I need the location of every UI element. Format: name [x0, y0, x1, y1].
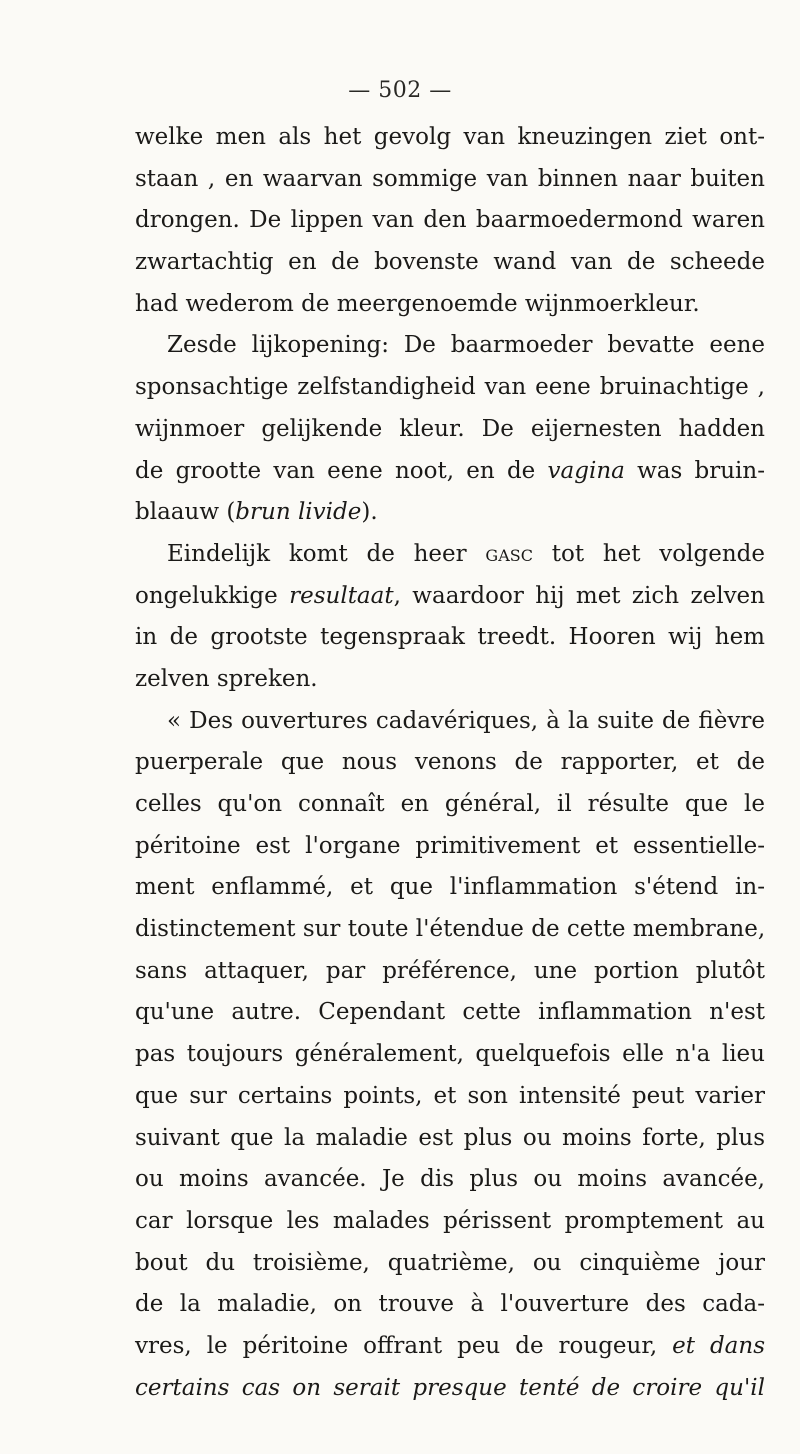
page-number: — 502 — — [348, 78, 452, 103]
text-run: blaauw ( — [135, 499, 236, 526]
text-run: ongelukkige — [135, 582, 290, 609]
text-line: celles qu'on connaît en général, il résulte que le — [135, 791, 765, 817]
text-line: bout du troisième, quatrième, ou cinquième jour — [135, 1249, 765, 1276]
italic-term: vagina — [547, 457, 625, 484]
text-line: had wederom de meergenoemde wijnmoerkleur. — [135, 290, 700, 317]
text-line: sans attaquer, par préférence, une portion plutôt — [135, 957, 765, 984]
text-line: car lorsque les malades périssent promptement au — [135, 1207, 765, 1234]
author-name-smallcaps: gasc — [485, 540, 533, 567]
text-line: puerperale que nous venons de rapporter, et de — [135, 749, 765, 776]
text-line: ou moins avancée. Je dis plus ou moins avancée, — [135, 1166, 765, 1193]
text-line: distinctement sur toute l'étendue de cette membrane, — [135, 916, 766, 943]
italic-term: brun livide — [235, 499, 362, 526]
text-run: tot het volgende — [532, 540, 765, 567]
text-line: suivant que la maladie est plus ou moins forte, plus — [135, 1124, 765, 1151]
text-run: , waardoor hij met zich zelven — [393, 582, 765, 609]
text-line: pas toujours généralement, quelquefois elle n'a lieu — [135, 1041, 765, 1068]
text-line: de la maladie, on trouve à l'ouverture des cada- — [135, 1291, 765, 1318]
text-line: staan , en waarvan sommige van binnen naar buiten — [135, 165, 765, 192]
text-line — [135, 576, 765, 618]
italic-term: resultaat — [289, 582, 394, 609]
text-line: sponsachtige zelfstandigheid van eene bruinachtige , — [135, 374, 765, 401]
text-line — [135, 492, 765, 534]
text-line: que sur certains points, et son intensité peut varier — [135, 1082, 765, 1109]
text-line — [135, 1326, 765, 1368]
text-line — [135, 451, 765, 493]
text-line: welke men als het gevolg van kneuzingen ziet ont- — [135, 124, 765, 150]
text-line: zwartachtig en de bovenste wand van de scheede — [135, 249, 765, 276]
italic-phrase: et dans — [672, 1332, 765, 1359]
text-line: péritoine est l'organe primitivement et essentielle- — [135, 832, 765, 859]
text-line — [135, 1368, 765, 1410]
text-run: de grootte van eene noot, en de — [135, 457, 548, 484]
text-line: in de grootste tegenspraak treedt. Hooren wij hem — [135, 624, 765, 651]
text-line: ment enflammé, et que l'inflammation s'étend in- — [135, 874, 765, 901]
text-line: qu'une autre. Cependant cette inflammation n'est — [135, 999, 765, 1026]
text-line: « Des ouvertures cadavériques, à la suite de fièvre — [167, 707, 765, 734]
text-line: Zesde lijkopening: De baarmoeder bevatte eene — [167, 332, 765, 359]
italic-phrase: certains cas on serait presque tenté de croire qu'il — [135, 1374, 765, 1401]
text-run: vres, le péritoine offrant peu de rougeur, — [135, 1332, 673, 1359]
text-line: drongen. De lippen van den baarmoedermond waren — [135, 207, 765, 234]
text-line: wijnmoer gelijkende kleur. De eijernesten hadden — [135, 415, 765, 442]
text-run: Eindelijk komt de heer — [167, 540, 486, 567]
text-line: zelven spreken. — [135, 665, 318, 692]
body-text — [135, 117, 800, 1409]
text-line — [135, 534, 765, 576]
text-run: was bruin- — [624, 457, 766, 484]
text-run: ). — [361, 499, 378, 526]
